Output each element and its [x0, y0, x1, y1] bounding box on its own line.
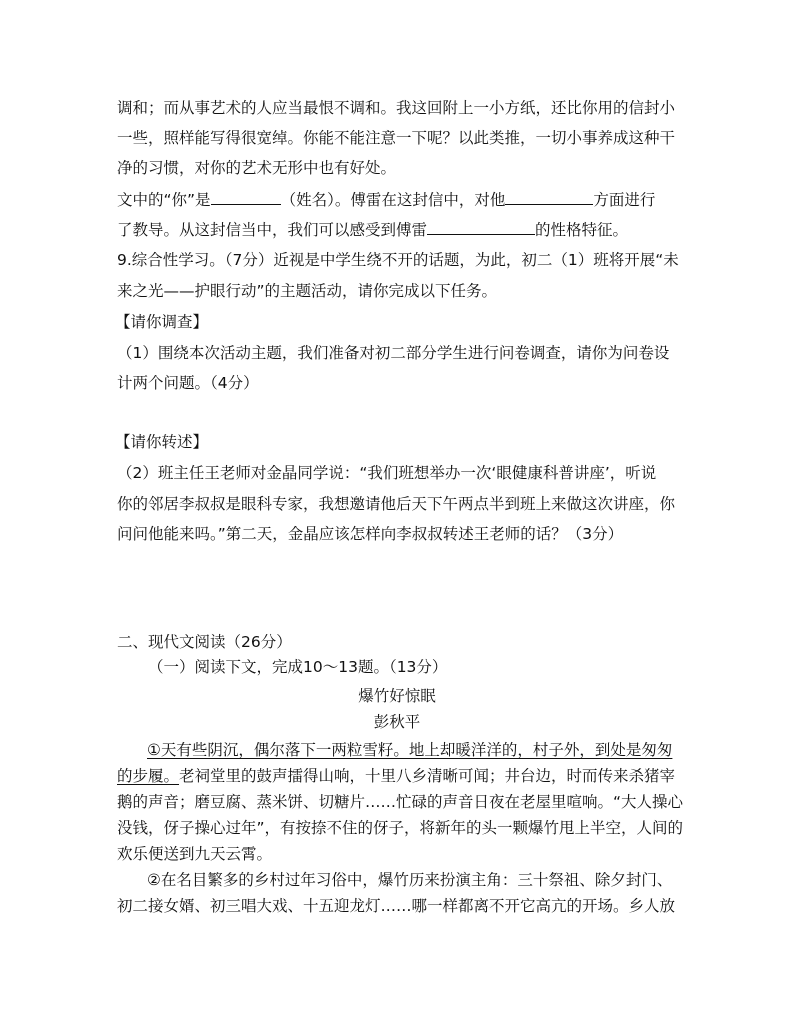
q9-question-line: 9.综合性学习。（7分）近视是中学生绕不开的话题，为此，初二（1）班将开展“未: [117, 251, 679, 269]
relay-question-line: 你的邻居李叔叔是眼科专家，我想邀请他后天下午两点半到班上来做这次讲座，你: [117, 495, 676, 513]
passage-line: 没钱，伢子操心过年”，有按捺不住的伢子，将新年的头一颗爆竹甩上半空，人间的: [117, 819, 684, 837]
q8-question-text: 方面进行: [593, 191, 656, 209]
passage-line: 欢乐便送到九天云霄。: [117, 845, 273, 863]
passage-line: ②在名目繁多的乡村过年习俗中，爆竹历来扮演主角：三十祭祖、除夕封门、: [147, 871, 673, 889]
q8-question-text: （姓名）。傅雷在这封信中，对他: [280, 191, 506, 209]
character-answer-blank[interactable]: [427, 219, 535, 235]
q8-question-text: 文中的“你”是: [117, 191, 211, 209]
passage-author: 彭秋平: [373, 713, 421, 731]
passage-title: 爆竹好惊眠: [358, 687, 436, 705]
passage-line: 初二接女婿、初三唱大戏、十五迎龙灯……哪一样都离不开它高亢的开场。乡人放: [117, 897, 676, 915]
name-answer-blank[interactable]: [211, 189, 281, 205]
survey-heading: 【请你调查】: [115, 313, 209, 331]
q8-question-text: 的性格特征。: [535, 221, 629, 239]
section-heading: 二、现代文阅读（26分）: [117, 633, 292, 651]
underlined-sentence: 的步履。: [117, 767, 180, 785]
aspect-answer-blank[interactable]: [505, 189, 593, 205]
q9-question-line: 来之光——护眼行动”的主题活动，请你完成以下任务。: [117, 282, 498, 300]
passage-text: 老祠堂里的鼓声擂得山响，十里八乡清晰可闻；井台边，时而传来杀猪宰: [179, 767, 676, 785]
survey-question-line: 计两个问题。（4分）: [117, 374, 259, 392]
q8-question-line: [117, 219, 677, 240]
relay-heading: 【请你转述】: [115, 433, 209, 451]
q8-question-text: 了教导。从这封信当中，我们可以感受到傅雷: [117, 221, 428, 239]
passage-line: [147, 740, 677, 760]
relay-question-line: 问问他能来吗。”第二天，金晶应该怎样向李叔叔转述王老师的话？（3分）: [117, 525, 624, 543]
q8-text-line: 净的习惯，对你的艺术无形中也有好处。: [117, 159, 397, 177]
passage-line: [117, 766, 677, 786]
section-subheading: （一）阅读下文，完成10～13题。（13分）: [148, 658, 448, 676]
q8-text-line: 调和；而从事艺术的人应当最恨不调和。我这回附上一小方纸，还比你用的信封小: [117, 99, 676, 117]
survey-question-line: （1）围绕本次活动主题，我们准备对初二部分学生进行问卷调查，请你为问卷设: [117, 344, 670, 362]
passage-line: 鹅的声音；磨豆腐、蒸米饼、切糖片……忙碌的声音日夜在老屋里喧响。“大人操心: [117, 793, 684, 811]
q8-question-line: [117, 189, 677, 210]
underlined-sentence: ①天有些阴沉，偶尔落下一两粒雪籽。地上却暖洋洋的，村子外，到处是匆匆: [147, 741, 673, 759]
q8-text-line: 一些，照样能写得很宽绰。你能不能注意一下呢？以此类推，一切小事养成这种干: [117, 129, 676, 147]
relay-question-line: （2）班主任王老师对金晶同学说：“我们班想举办一次‘眼健康科普讲座’，听说: [117, 464, 657, 482]
